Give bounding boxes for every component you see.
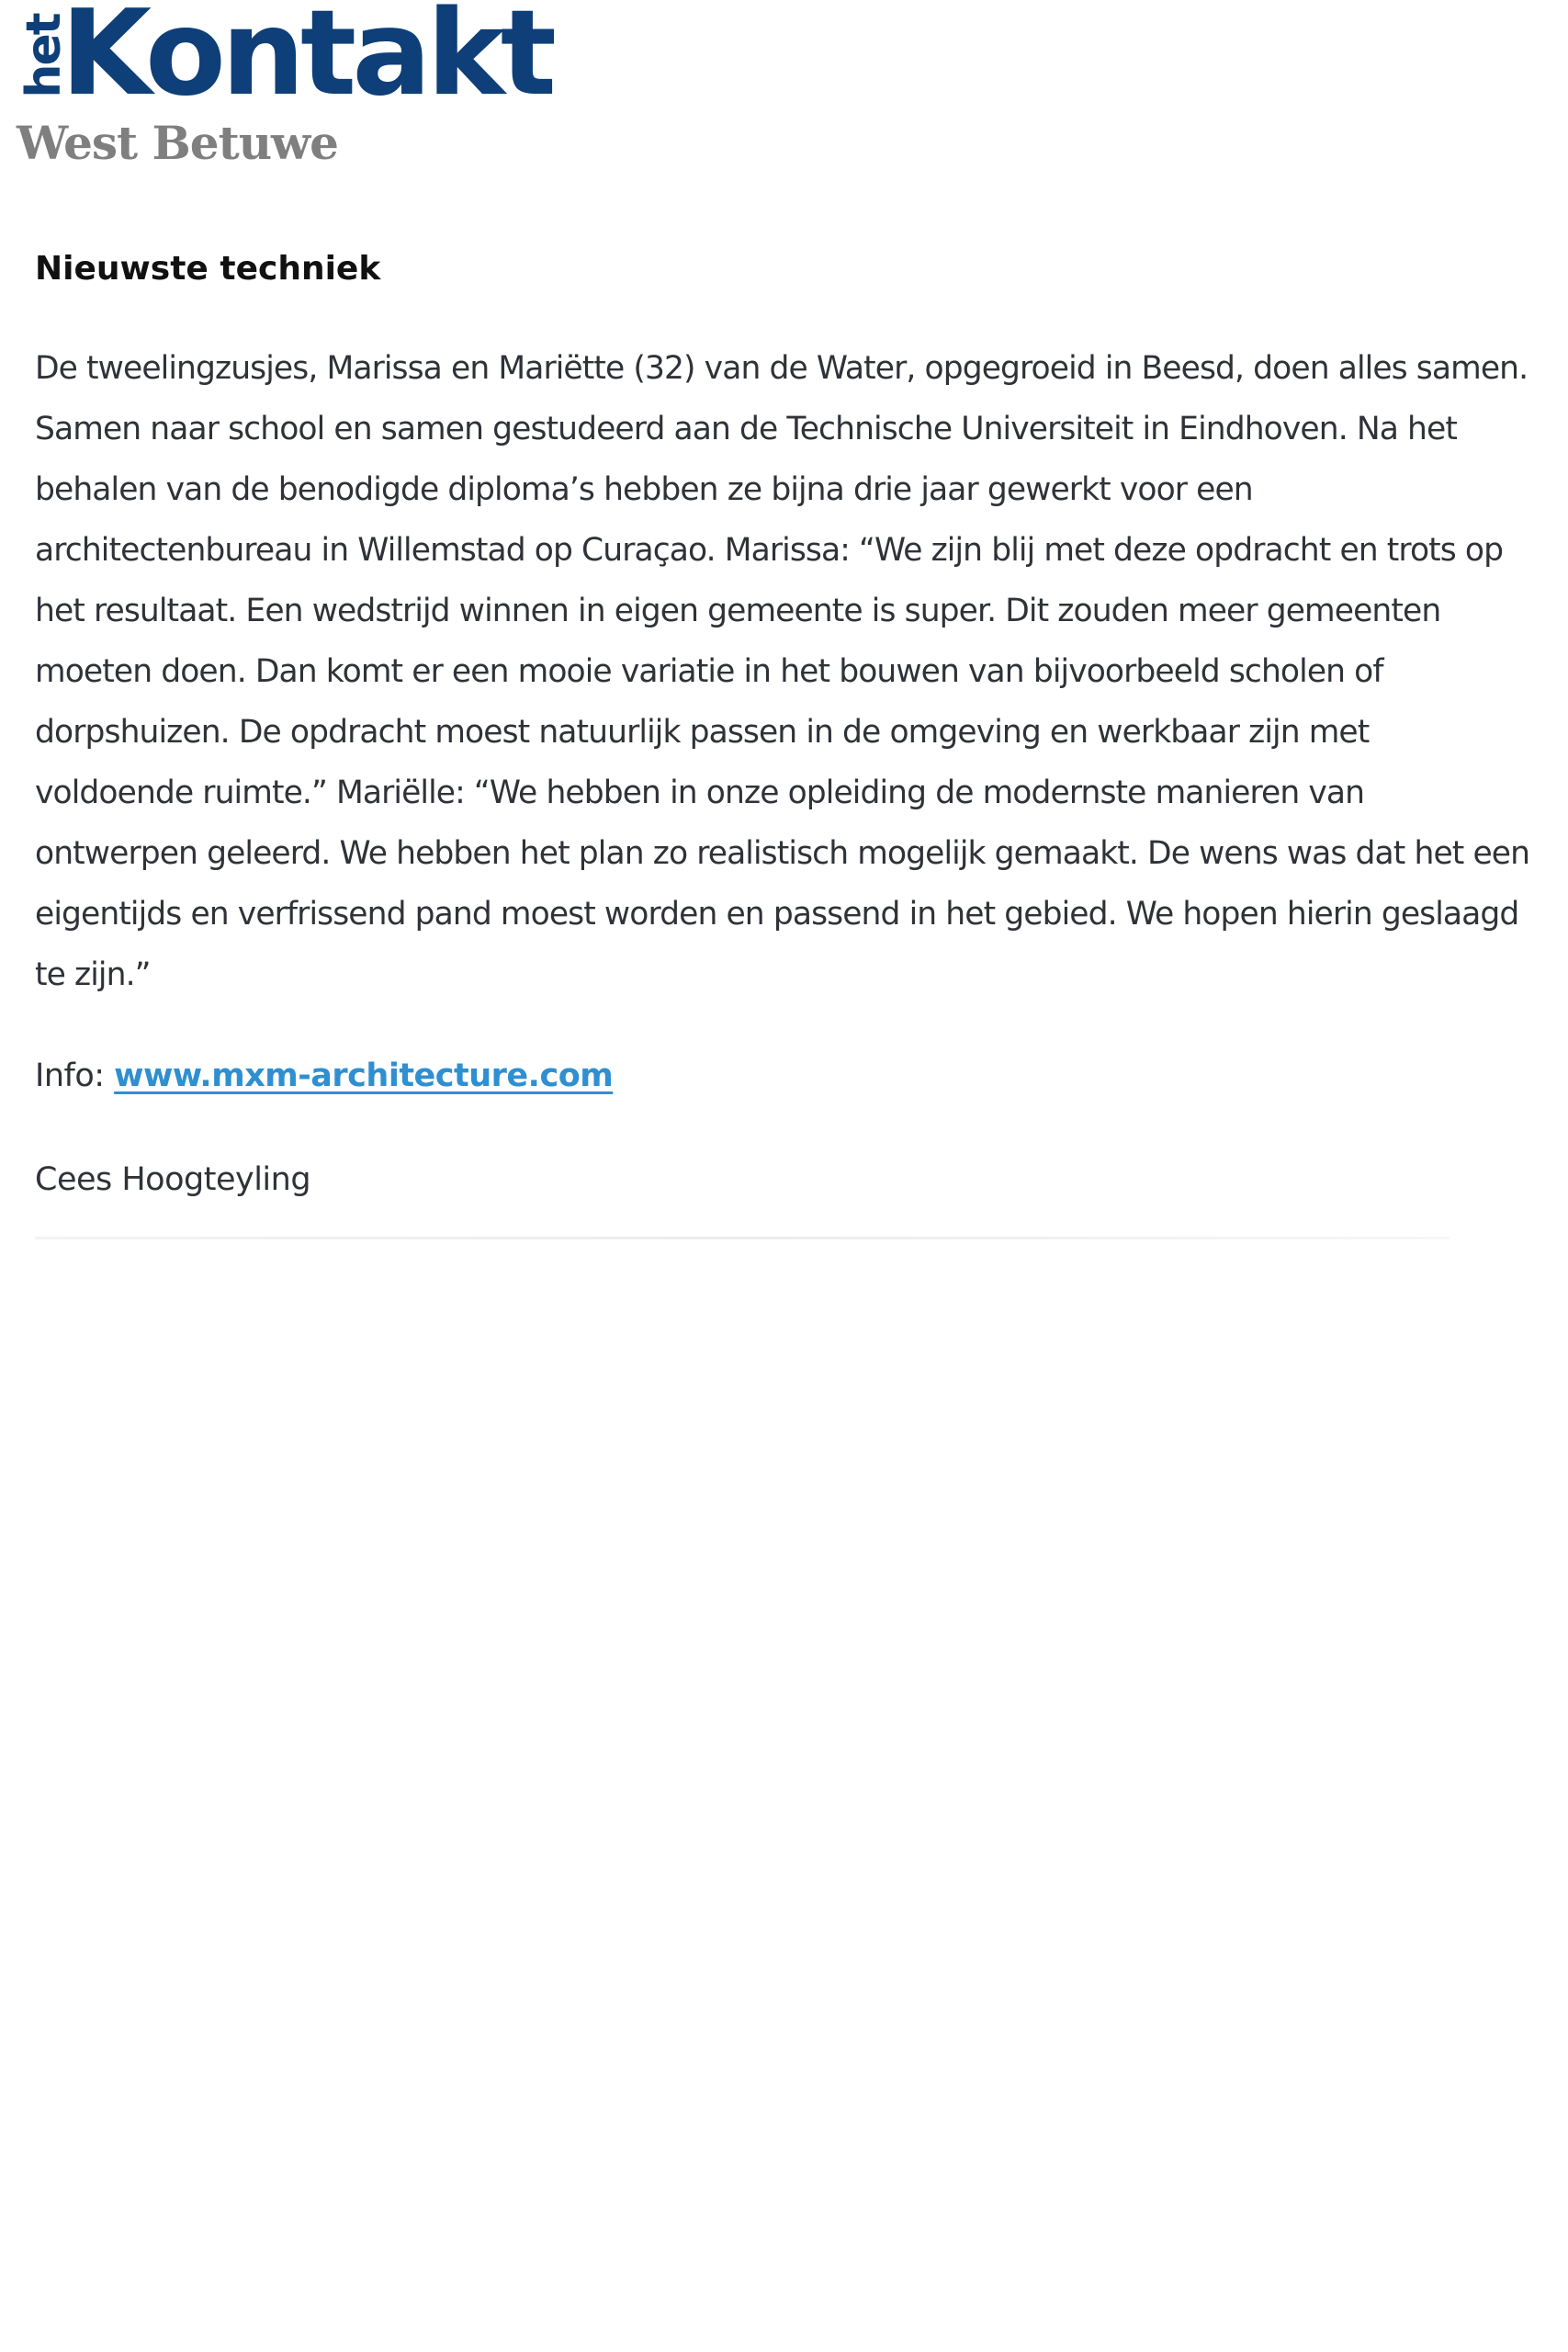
info-label: Info:	[35, 1057, 115, 1094]
masthead-logo	[17, 0, 586, 184]
divider	[35, 1237, 1450, 1239]
logo-prefix: het	[17, 14, 72, 98]
article-author: Cees Hoogteyling	[35, 1161, 311, 1198]
article-body: De tweelingzusjes, Marissa en Mariëtte (32) van de Water, opgegroeid in Beesd, doen alles samen. Samen naar school en samen gestudeerd aan de Technische Universiteit in Eindhoven. Na het behalen van de benodigde diploma’s hebben ze bijna drie jaar gewerkt voor een architectenbureau in Willemstad op Curaçao. Marissa: “We zijn blij met deze opdracht en trots op het resultaat. Een wedstrijd winnen in eigen gemeente is super. Dit zouden meer gemeenten moeten doen. Dan komt er een mooie variatie in het bouwen van bijvoorbeeld scholen of dorpshuizen. De opdracht moest natuurlijk passen in de omgeving en werkbaar zijn met voldoende ruimte.” Mariëlle: “We hebben in onze opleiding de modernste manieren van ontwerpen geleerd. We hebben het plan zo realistisch mogelijk gemaakt. De wens was dat het een eigentijds en verfrissend pand moest worden en passend in het gebied. We hopen hierin geslaagd te zijn.”	[35, 350, 1530, 993]
info-link[interactable]: www.mxm-architecture.com	[114, 1057, 614, 1094]
article-heading: Nieuwste techniek	[35, 250, 381, 288]
logo-region: West Betuwe	[17, 116, 338, 170]
logo-name: Kontakt	[61, 0, 552, 122]
article	[35, 241, 1532, 1210]
article-info	[35, 1046, 1532, 1106]
